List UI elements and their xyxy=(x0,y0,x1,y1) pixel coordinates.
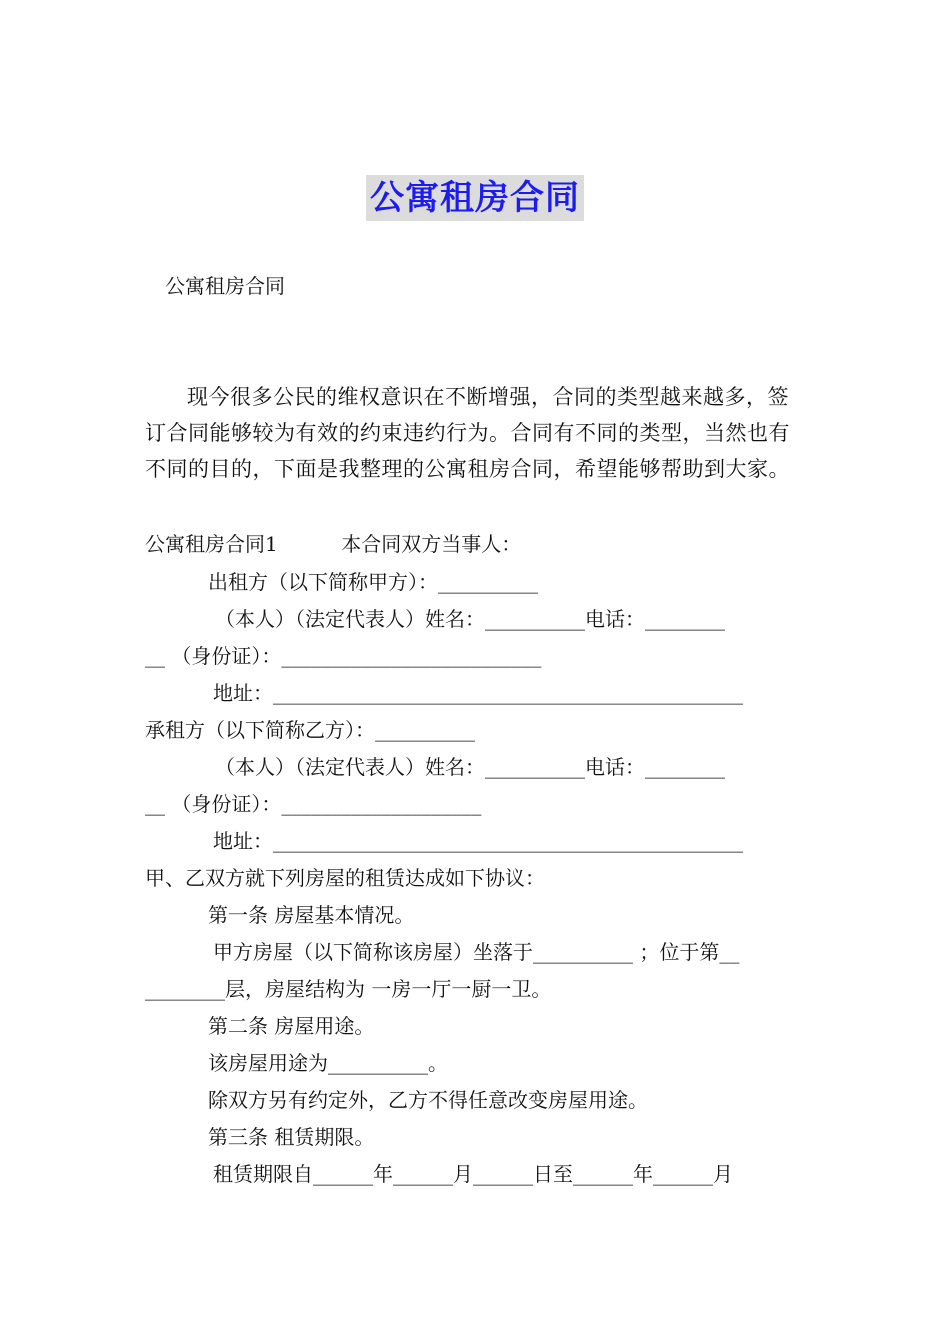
intro-paragraph: 现今很多公民的维权意识在不断增强，合同的类型越来越多，签订合同能够较为有效的约束违约行为。合同有不同的类型，当然也有不同的目的，下面是我整理的公寓租房合同，希望能够帮助到大家。 xyxy=(145,385,790,481)
lessor-address-line: 地址：_______________________________________________ xyxy=(213,681,743,705)
property-use-line: 该房屋用途为__________。 xyxy=(208,1051,448,1075)
agreement-intro-line: 甲、乙双方就下列房屋的租赁达成如下协议： xyxy=(145,866,545,890)
use-restriction-line: 除双方另有约定外，乙方不得任意改变房屋用途。 xyxy=(208,1088,648,1112)
lessor-id-line: __ （身份证）：__________________________ xyxy=(145,644,542,668)
document-subtitle: 公寓租房合同 xyxy=(165,274,285,298)
property-location-line: 甲方房屋（以下简称该房屋）坐落于__________ ；位于第__ xyxy=(213,940,740,964)
lessee-id-line: __ （身份证）：____________________ xyxy=(145,792,482,816)
article-two-heading: 第二条 房屋用途。 xyxy=(208,1014,375,1038)
lessor-line: 出租方（以下简称甲方）：__________ xyxy=(208,570,538,594)
document-title: 公寓租房合同 xyxy=(366,175,584,221)
lease-term-line: 租赁期限自______年______月______日至______年______月 xyxy=(213,1162,733,1186)
title-container xyxy=(0,175,950,221)
lessee-name-phone-line: （本人）（法定代表人）姓名：__________电话：________ xyxy=(215,755,725,779)
lessee-line: 承租方（以下简称乙方）：__________ xyxy=(145,718,475,742)
article-one-heading: 第一条 房屋基本情况。 xyxy=(208,903,415,927)
article-three-heading: 第三条 租赁期限。 xyxy=(208,1125,375,1149)
lessee-address-line: 地址：_______________________________________________ xyxy=(213,829,743,853)
lessor-name-phone-line: （本人）（法定代表人）姓名：__________电话：________ xyxy=(215,607,725,631)
contract-heading-line: 公寓租房合同1 本合同双方当事人： xyxy=(145,532,522,556)
property-structure-line: ________层，房屋结构为 一房一厅一厨一卫。 xyxy=(145,977,552,1001)
